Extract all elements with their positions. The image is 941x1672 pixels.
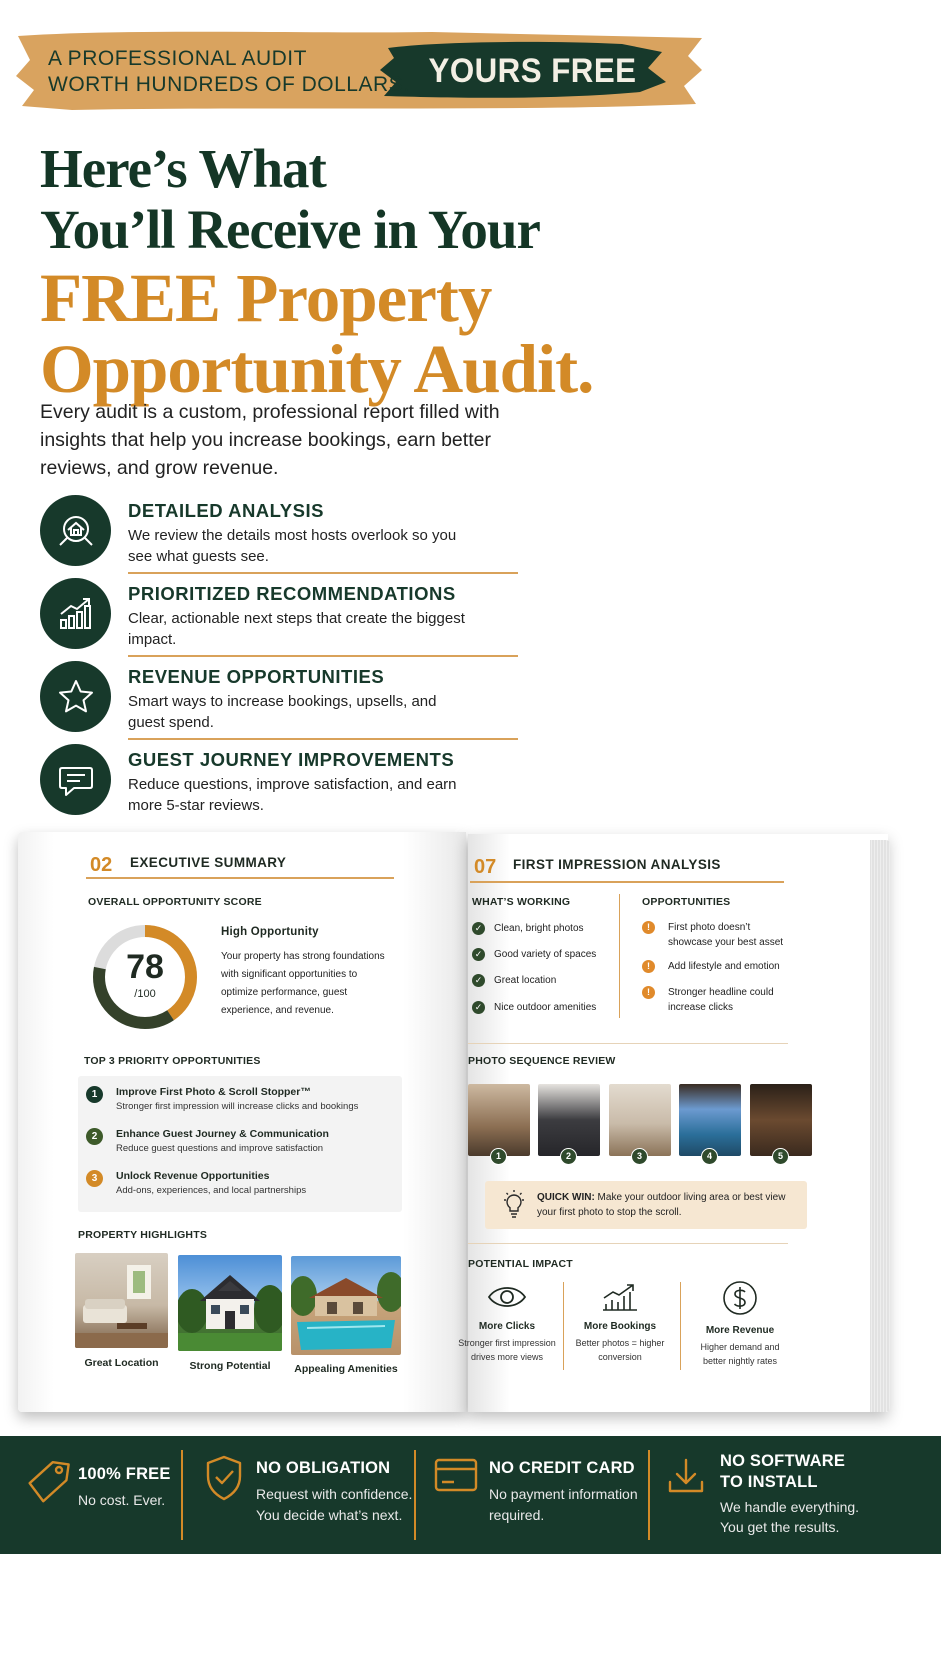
bar-growth-icon <box>600 1282 640 1312</box>
feature-title: GUEST JOURNEY IMPROVEMENTS <box>128 749 455 770</box>
benefit-desc: You decide what’s next. <box>256 1507 403 1523</box>
photo-thumb-outdoor <box>750 1084 812 1156</box>
page-title <box>40 138 593 405</box>
feature-divider <box>128 655 518 657</box>
priority-title: Enhance Guest Journey & Communication <box>116 1128 329 1140</box>
photo-living-room <box>75 1253 168 1348</box>
check-icon: ✓ <box>472 974 485 987</box>
section-divider <box>468 1043 788 1044</box>
opportunity-item <box>668 959 780 974</box>
benefit-divider <box>414 1450 416 1540</box>
feature-title: PRIORITIZED RECOMMENDATIONS <box>128 583 456 604</box>
photo-sequence-heading: PHOTO SEQUENCE REVIEW <box>468 1055 616 1067</box>
opportunity-score-donut <box>90 922 200 1032</box>
photo-house-exterior <box>178 1255 282 1351</box>
impact-divider <box>563 1282 564 1370</box>
column-divider <box>619 894 620 1018</box>
photo-thumb-kitchen <box>538 1084 600 1156</box>
feature-list <box>40 495 480 827</box>
benefit-title-line: TO INSTALL <box>720 1473 818 1491</box>
priorities-heading: TOP 3 PRIORITY OPPORTUNITIES <box>84 1055 261 1067</box>
opportunity-line: increase clicks <box>668 1002 734 1013</box>
banner-line-2: WORTH HUNDREDS OF DOLLARS. <box>48 73 410 96</box>
benefit-divider <box>181 1450 183 1540</box>
feature-divider <box>128 572 518 574</box>
feature-desc: Reduce questions, improve satisfaction, and earn more 5-star reviews. <box>128 776 457 814</box>
opportunities-heading: OPPORTUNITIES <box>642 896 731 908</box>
star-icon <box>40 661 111 732</box>
score-description: Your property has strong foundations with significant opportunities to optimize performance, guest experience, and revenue. <box>221 951 385 1016</box>
working-item: Good variety of spaces <box>494 949 597 960</box>
impact-title: More Revenue <box>705 1325 775 1336</box>
working-item: Great location <box>494 975 557 986</box>
impact-item <box>452 1282 562 1364</box>
alert-icon: ! <box>642 960 655 973</box>
house-magnifier-icon <box>40 495 111 566</box>
impact-line: drives more views <box>470 1352 544 1362</box>
impact-item <box>565 1282 675 1364</box>
title-line-4: Opportunity Audit. <box>40 331 594 407</box>
opportunity-line: First photo doesn’t <box>668 922 751 933</box>
benefit-desc: No payment information <box>489 1486 638 1502</box>
benefit-desc: We handle everything. <box>720 1499 860 1515</box>
download-icon <box>666 1456 706 1496</box>
section-divider <box>86 877 394 879</box>
impact-line: Stronger first impression <box>458 1338 556 1348</box>
feature-item <box>40 661 480 744</box>
promo-banner <box>12 26 702 114</box>
banner-yours-free: YOURS FREE <box>428 52 637 90</box>
photo-thumb-living <box>468 1084 530 1156</box>
feature-title: DETAILED ANALYSIS <box>128 500 324 521</box>
highlight-caption: Great Location <box>84 1357 159 1369</box>
priority-number: 1 <box>86 1086 103 1103</box>
title-line-1: Here’s What <box>40 138 326 199</box>
photo-number: 5 <box>772 1148 789 1165</box>
chat-bubble-icon <box>40 744 111 815</box>
credit-card-icon <box>434 1458 478 1492</box>
benefit-desc: No cost. Ever. <box>78 1492 166 1508</box>
priority-number: 3 <box>86 1170 103 1187</box>
impact-line: better nightly rates <box>702 1356 778 1366</box>
quick-win-body: Make your outdoor living area or best view your first photo to stop the scroll. <box>537 1192 786 1218</box>
section-title: FIRST IMPRESSION ANALYSIS <box>513 857 721 872</box>
score-out-of: /100 <box>134 988 156 1000</box>
working-item: Clean, bright photos <box>494 923 584 934</box>
priority-desc: Stronger first impression will increase clicks and bookings <box>116 1101 359 1112</box>
highlights-heading: PROPERTY HIGHLIGHTS <box>78 1229 208 1241</box>
photo-pool-amenities <box>291 1256 401 1355</box>
title-line-3: FREE Property <box>40 260 492 336</box>
banner-tagline <box>48 46 409 98</box>
check-icon: ✓ <box>472 948 485 961</box>
benefit-title: NO OBLIGATION <box>256 1459 391 1477</box>
impact-line: Higher demand and <box>700 1342 780 1352</box>
quick-win-label: QUICK WIN: <box>537 1192 595 1203</box>
book-page-edges <box>870 840 890 1412</box>
photo-thumb-bedroom <box>609 1084 671 1156</box>
audit-report-book <box>18 826 890 1421</box>
benefit-desc: You get the results. <box>720 1519 840 1535</box>
score-heading: OVERALL OPPORTUNITY SCORE <box>88 896 262 908</box>
feature-divider <box>128 738 518 740</box>
opportunity-line: Add lifestyle and emotion <box>668 961 780 972</box>
impact-desc <box>565 1336 675 1364</box>
opportunity-item <box>668 920 783 950</box>
opportunity-line: Stronger headline could <box>668 987 774 998</box>
check-icon: ✓ <box>472 1001 485 1014</box>
benefit-title: 100% FREE <box>78 1465 171 1483</box>
quick-win-text <box>537 1190 799 1220</box>
benefit-title-line: NO SOFTWARE <box>720 1452 846 1470</box>
section-title: EXECUTIVE SUMMARY <box>130 855 287 870</box>
photo-number: 3 <box>631 1148 648 1165</box>
highlight-caption: Appealing Amenities <box>294 1363 398 1375</box>
photo-number: 4 <box>701 1148 718 1165</box>
eye-icon <box>487 1282 527 1312</box>
title-line-2: You’ll Receive in Your <box>40 199 540 260</box>
alert-icon: ! <box>642 921 655 934</box>
priority-title: Unlock Revenue Opportunities <box>116 1170 270 1182</box>
feature-title: REVENUE OPPORTUNITIES <box>128 666 385 687</box>
impact-desc <box>452 1336 562 1364</box>
impact-line: Better photos = higher <box>575 1338 665 1348</box>
benefit-divider <box>648 1450 650 1540</box>
benefit-title <box>720 1451 845 1493</box>
lightbulb-icon <box>501 1189 527 1219</box>
section-divider <box>468 1243 788 1244</box>
banner-line-1: A PROFESSIONAL AUDIT <box>48 47 307 70</box>
benefit-desc: Request with confidence. <box>256 1486 413 1502</box>
benefit-title: NO CREDIT CARD <box>489 1459 635 1477</box>
check-icon: ✓ <box>472 922 485 935</box>
feature-desc: Smart ways to increase bookings, upsells, and guest spend. <box>128 693 437 731</box>
opportunity-item <box>668 985 774 1015</box>
photo-thumb-patio <box>679 1084 741 1156</box>
price-tag-icon <box>28 1458 72 1508</box>
impact-item <box>685 1280 795 1368</box>
growth-chart-icon <box>40 578 111 649</box>
priority-title: Improve First Photo & Scroll Stopper™ <box>116 1086 311 1098</box>
priorities-box <box>78 1076 402 1212</box>
section-divider <box>470 881 784 883</box>
photo-number: 1 <box>490 1148 507 1165</box>
quick-win-box <box>485 1181 807 1229</box>
impact-title: More Clicks <box>478 1321 536 1332</box>
benefit-desc: required. <box>489 1507 545 1523</box>
benefits-footer <box>0 1436 941 1554</box>
intro-paragraph: Every audit is a custom, professional report filled with insights that help you increase bookings, earn better reviews, and grow revenue. <box>40 401 500 479</box>
working-heading: WHAT’S WORKING <box>472 896 571 908</box>
section-number: 07 <box>474 856 497 878</box>
opportunity-line: showcase your best asset <box>668 937 784 948</box>
impact-title: More Bookings <box>583 1321 657 1332</box>
priority-desc: Add-ons, experiences, and local partnerships <box>116 1185 307 1196</box>
impact-line: conversion <box>598 1352 642 1362</box>
priority-desc: Reduce guest questions and improve satisfaction <box>116 1143 324 1154</box>
alert-icon: ! <box>642 986 655 999</box>
shield-check-icon <box>204 1454 244 1502</box>
impact-divider <box>680 1282 681 1370</box>
photo-number: 2 <box>560 1148 577 1165</box>
section-number: 02 <box>90 854 113 876</box>
priority-number: 2 <box>86 1128 103 1145</box>
feature-item <box>40 578 480 661</box>
impact-heading: POTENTIAL IMPACT <box>468 1258 573 1270</box>
impact-desc <box>685 1340 795 1368</box>
score-label: High Opportunity <box>221 926 319 938</box>
feature-item <box>40 744 480 827</box>
feature-desc: We review the details most hosts overlook so you see what guests see. <box>128 527 457 565</box>
feature-item <box>40 495 480 578</box>
working-item: Nice outdoor amenities <box>494 1002 597 1013</box>
score-value: 78 <box>126 948 164 986</box>
feature-desc: Clear, actionable next steps that create the biggest impact. <box>128 610 465 648</box>
dollar-icon <box>722 1280 758 1316</box>
highlight-caption: Strong Potential <box>189 1360 271 1372</box>
